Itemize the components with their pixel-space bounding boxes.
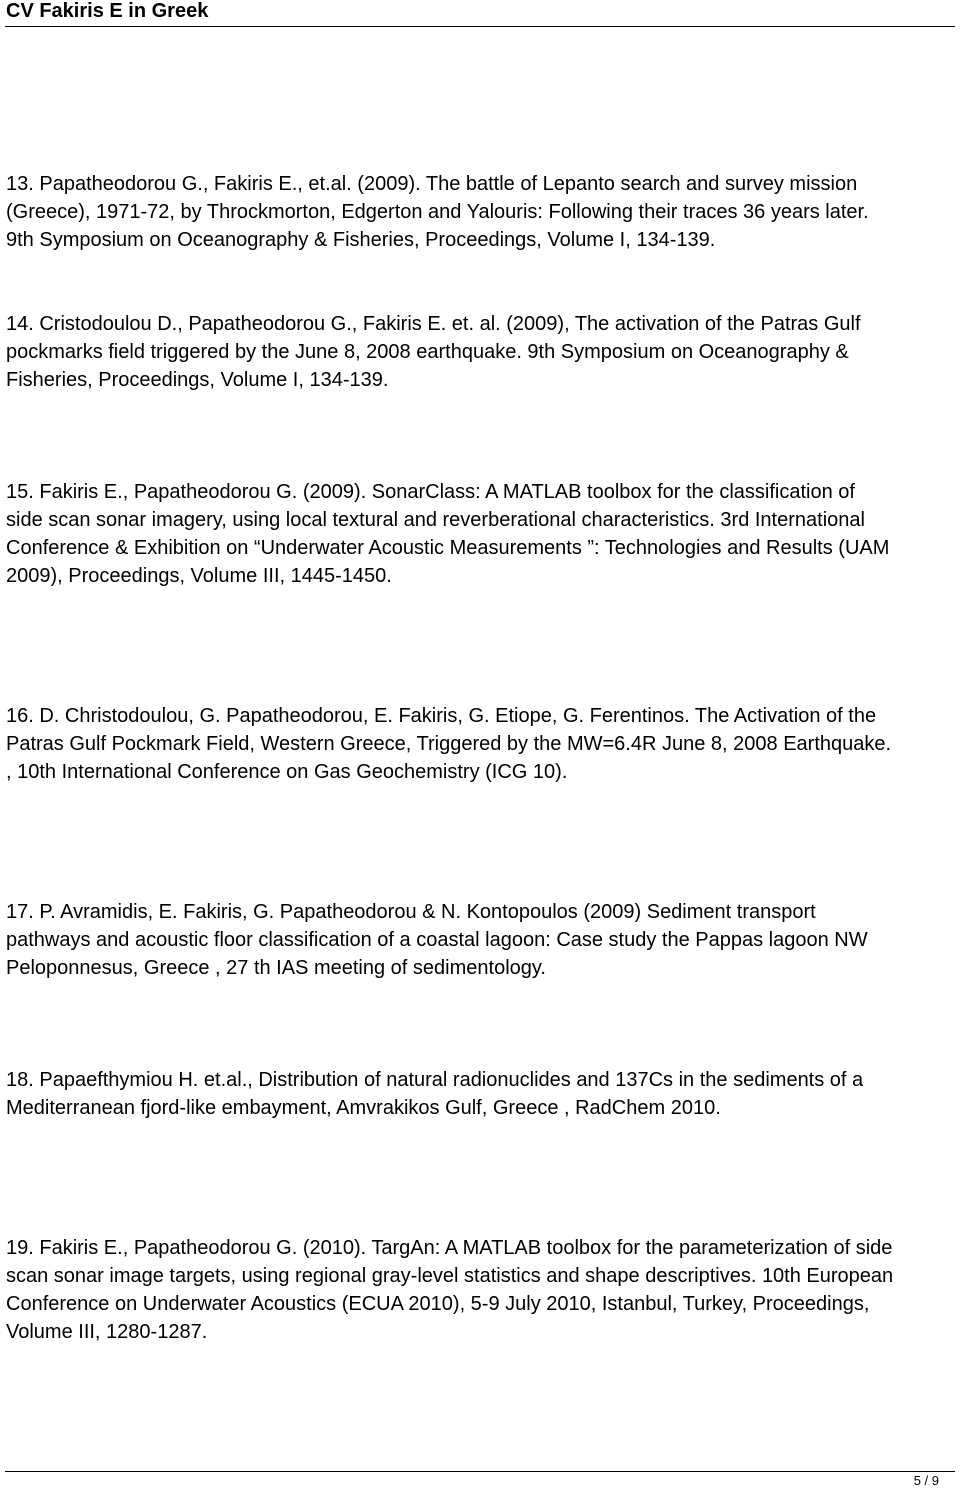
publication-entry-17: 17. P. Avramidis, E. Fakiris, G. Papatheodorou & N. Kontopoulos (2009) Sediment transport pathways and acoustic floor classification of a coastal lagoon: Case study the Pappas lagoon NW Peloponnesus, Greece , 27 th IAS meeting of sedimentology. (6, 901, 868, 979)
page-number: 5 / 9 (913, 1473, 939, 1488)
publication-entry-16: 16. D. Christodoulou, G. Papatheodorou, E. Fakiris, G. Etiope, G. Ferentinos. The Activation of the Patras Gulf Pockmark Field, Western Greece, Triggered by the MW=6.4R June 8, 2008 Earthquake. , 10th International Conference on Gas Geochemistry (ICG 10). (6, 705, 892, 783)
publication-entry-18: 18. Papaefthymiou H. et.al., Distribution of natural radionuclides and 137Cs in the sediments of a Mediterranean fjord-like embayment, Amvrakikos Gulf, Greece , RadChem 2010. (6, 1069, 864, 1119)
page-header (5, 0, 955, 27)
publication-entry-19: 19. Fakiris E., Papatheodorou G. (2010). TargAn: A MATLAB toolbox for the parameterization of side scan sonar image targets, using regional gray-level statistics and shape descriptives. 10th European Conference on Underwater Acoustics (ECUA 2010), 5-9 July 2010, Istanbul, Turkey, Proceedings, Volume III, 1280-1287. (6, 1237, 894, 1343)
publication-entry-13: 13. Papatheodorou G., Fakiris E., et.al. (2009). The battle of Lepanto search and survey mission (Greece), 1971-72, by Throckmorton, Edgerton and Yalouris: Following their traces 36 years later. 9th Symposium on Oceanography & Fisheries, Proceedings, Volume I, 134-139. (6, 173, 869, 251)
document-title: CV Fakiris E in Greek (6, 0, 209, 22)
publication-entry-14: 14. Cristodoulou D., Papatheodorou G., Fakiris E. et. al. (2009), The activation of the Patras Gulf pockmarks field triggered by the June 8, 2008 earthquake. 9th Symposium on Oceanography & Fisheries, Proceedings, Volume I, 134-139. (6, 313, 861, 391)
publication-entry-15: 15. Fakiris E., Papatheodorou G. (2009). SonarClass: A MATLAB toolbox for the classification of side scan sonar imagery, using local textural and reverberational characteristics. 3rd International Conference & Exhibition on “Underwater Acoustic Measurements ”: Technologies and Results (UAM 2009), Proceedings, Volume III, 1445-1450. (6, 481, 890, 587)
page-footer (5, 1471, 955, 1488)
